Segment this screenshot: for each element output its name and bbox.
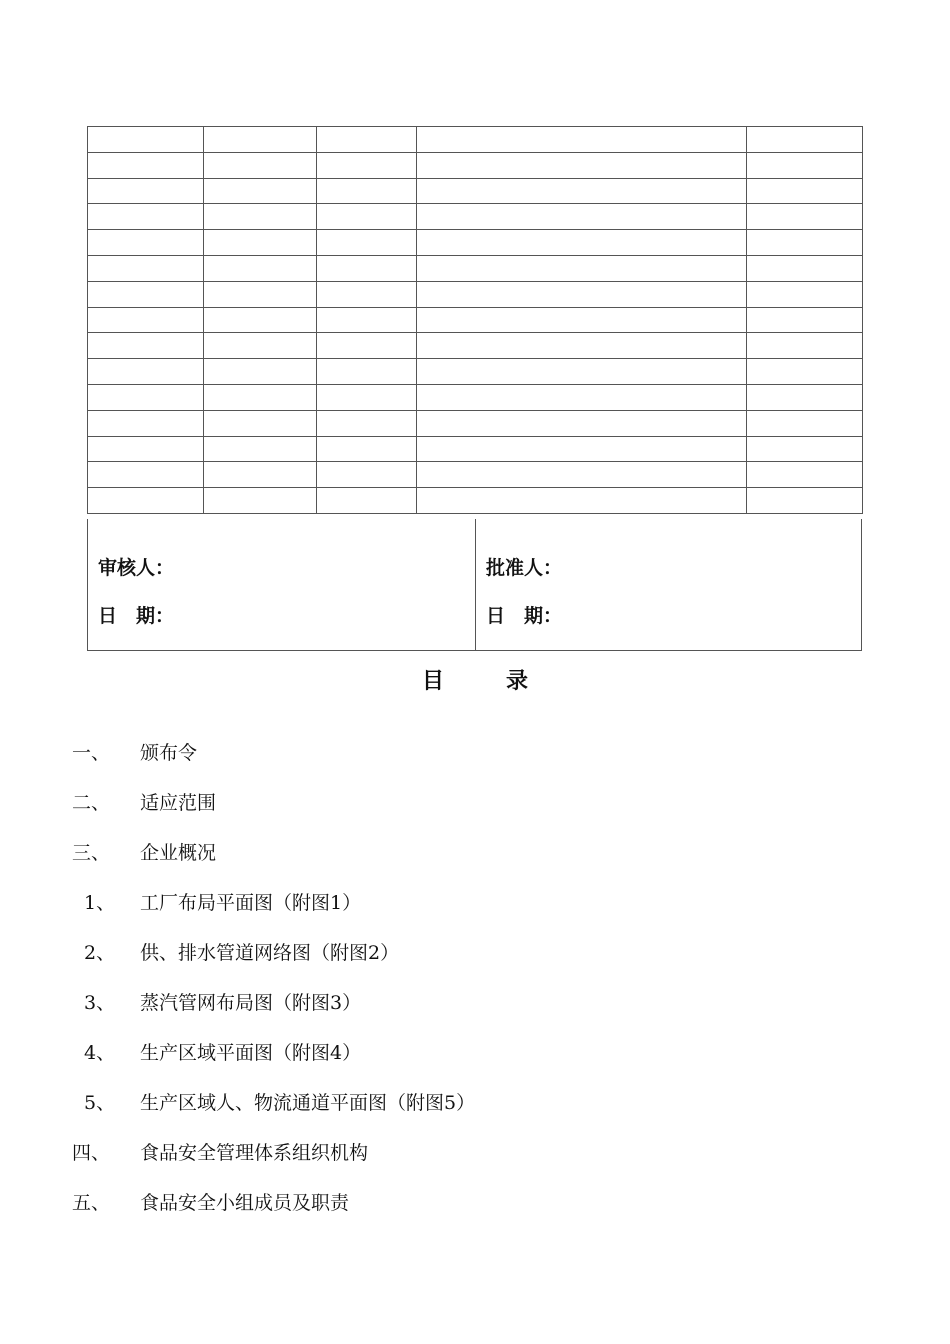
table-cell[interactable] <box>747 152 863 178</box>
approver-label: 批准人： <box>486 557 563 579</box>
toc-item-text: 食品安全小组成员及职责 <box>140 1192 350 1214</box>
table-cell[interactable] <box>747 230 863 256</box>
table-cell[interactable] <box>747 410 863 436</box>
table-cell[interactable] <box>317 281 417 307</box>
signoff-box <box>87 519 862 651</box>
table-cell[interactable] <box>747 204 863 230</box>
toc-item-text: 供、排水管道网络图（附图2） <box>140 942 400 964</box>
toc-item-text: 企业概况 <box>140 842 217 864</box>
table-cell[interactable] <box>88 359 204 385</box>
toc-item[interactable] <box>0 1086 900 1120</box>
toc-item-number: 一、 <box>72 742 111 764</box>
table-cell[interactable] <box>317 333 417 359</box>
toc-item-number: 五、 <box>72 1192 111 1214</box>
toc-item[interactable] <box>0 1186 900 1220</box>
table-cell[interactable] <box>317 204 417 230</box>
table-cell[interactable] <box>204 255 317 281</box>
table-cell[interactable] <box>204 307 317 333</box>
revision-table-body <box>88 127 863 514</box>
table-cell[interactable] <box>88 152 204 178</box>
toc-item-number: 2、 <box>84 942 116 964</box>
toc-item[interactable] <box>0 836 900 870</box>
table-cell[interactable] <box>88 178 204 204</box>
table-cell[interactable] <box>747 333 863 359</box>
table-cell[interactable] <box>317 384 417 410</box>
table-cell[interactable] <box>317 152 417 178</box>
table-cell[interactable] <box>204 359 317 385</box>
table-cell[interactable] <box>204 281 317 307</box>
table-cell[interactable] <box>747 384 863 410</box>
table-cell[interactable] <box>747 436 863 462</box>
table-cell[interactable] <box>747 255 863 281</box>
table-cell[interactable] <box>747 462 863 488</box>
table-cell[interactable] <box>317 462 417 488</box>
toc-item-number: 二、 <box>72 792 111 814</box>
review-date-label: 日 期： <box>98 605 175 627</box>
table-cell[interactable] <box>417 255 747 281</box>
table-cell[interactable] <box>88 255 204 281</box>
table-cell[interactable] <box>204 204 317 230</box>
table-row <box>88 462 863 488</box>
table-cell[interactable] <box>317 488 417 514</box>
table-cell[interactable] <box>417 178 747 204</box>
table-cell[interactable] <box>317 178 417 204</box>
toc-item-number: 四、 <box>72 1142 111 1164</box>
table-row <box>88 127 863 153</box>
toc-title-char-2: 录 <box>506 669 529 694</box>
table-cell[interactable] <box>317 127 417 153</box>
table-cell[interactable] <box>417 152 747 178</box>
table-cell[interactable] <box>88 281 204 307</box>
table-row <box>88 178 863 204</box>
table-cell[interactable] <box>317 255 417 281</box>
table-row <box>88 410 863 436</box>
toc-item-text: 适应范围 <box>140 792 217 814</box>
table-cell[interactable] <box>747 488 863 514</box>
reviewer-section <box>88 519 476 650</box>
table-cell[interactable] <box>317 359 417 385</box>
table-cell[interactable] <box>317 230 417 256</box>
table-cell[interactable] <box>204 488 317 514</box>
table-cell[interactable] <box>747 127 863 153</box>
table-cell[interactable] <box>417 384 747 410</box>
table-cell[interactable] <box>204 384 317 410</box>
table-cell[interactable] <box>747 307 863 333</box>
table-row <box>88 255 863 281</box>
toc-item-text: 工厂布局平面图（附图1） <box>140 892 362 914</box>
table-cell[interactable] <box>747 359 863 385</box>
table-cell[interactable] <box>88 307 204 333</box>
table-cell[interactable] <box>88 230 204 256</box>
table-cell[interactable] <box>88 488 204 514</box>
table-row <box>88 230 863 256</box>
table-cell[interactable] <box>204 462 317 488</box>
toc-item-number: 3、 <box>84 992 116 1014</box>
table-cell[interactable] <box>417 410 747 436</box>
table-cell[interactable] <box>417 127 747 153</box>
table-cell[interactable] <box>417 281 747 307</box>
table-cell[interactable] <box>88 333 204 359</box>
table-cell[interactable] <box>88 410 204 436</box>
toc-item-number: 1、 <box>84 892 116 914</box>
toc-title-char-1: 目 <box>421 669 444 694</box>
toc-item[interactable] <box>0 736 900 770</box>
reviewer-label: 审核人： <box>98 557 175 579</box>
table-cell[interactable] <box>88 204 204 230</box>
table-row <box>88 384 863 410</box>
toc-item[interactable] <box>0 936 900 970</box>
toc-item-text: 食品安全管理体系组织机构 <box>140 1142 369 1164</box>
table-cell[interactable] <box>204 127 317 153</box>
table-row <box>88 307 863 333</box>
table-cell[interactable] <box>417 436 747 462</box>
toc-item-number: 4、 <box>84 1042 116 1064</box>
table-cell[interactable] <box>204 152 317 178</box>
table-cell[interactable] <box>417 230 747 256</box>
table-cell[interactable] <box>88 462 204 488</box>
table-cell[interactable] <box>417 359 747 385</box>
table-cell[interactable] <box>204 436 317 462</box>
table-cell[interactable] <box>204 410 317 436</box>
toc-item-number: 5、 <box>84 1092 116 1114</box>
table-cell[interactable] <box>417 462 747 488</box>
table-cell[interactable] <box>204 230 317 256</box>
table-cell[interactable] <box>417 488 747 514</box>
toc-item-text: 颁布令 <box>140 742 198 764</box>
toc-item[interactable] <box>0 886 900 920</box>
toc-item[interactable] <box>0 986 900 1020</box>
table-row <box>88 204 863 230</box>
table-cell[interactable] <box>317 410 417 436</box>
revision-table <box>87 126 863 514</box>
toc-item-text: 蒸汽管网布局图（附图3） <box>140 992 362 1014</box>
table-row <box>88 152 863 178</box>
table-row <box>88 359 863 385</box>
table-cell[interactable] <box>417 204 747 230</box>
table-cell[interactable] <box>88 127 204 153</box>
table-cell[interactable] <box>417 307 747 333</box>
table-row <box>88 436 863 462</box>
table-cell[interactable] <box>88 384 204 410</box>
approval-date-label: 日 期： <box>486 605 563 627</box>
toc-item-text: 生产区域人、物流通道平面图（附图5） <box>140 1092 476 1114</box>
table-row <box>88 333 863 359</box>
toc-item-number: 三、 <box>72 842 111 864</box>
table-cell[interactable] <box>317 307 417 333</box>
table-cell[interactable] <box>204 333 317 359</box>
table-cell[interactable] <box>88 436 204 462</box>
table-row <box>88 488 863 514</box>
toc-title <box>0 664 950 695</box>
table-cell[interactable] <box>747 178 863 204</box>
toc-item-text: 生产区域平面图（附图4） <box>140 1042 362 1064</box>
table-cell[interactable] <box>204 178 317 204</box>
table-cell[interactable] <box>417 333 747 359</box>
approver-section <box>476 519 861 650</box>
toc-item[interactable] <box>0 1136 900 1170</box>
table-cell[interactable] <box>747 281 863 307</box>
table-row <box>88 281 863 307</box>
table-cell[interactable] <box>317 436 417 462</box>
toc-item[interactable] <box>0 786 900 820</box>
toc-item[interactable] <box>0 1036 900 1070</box>
